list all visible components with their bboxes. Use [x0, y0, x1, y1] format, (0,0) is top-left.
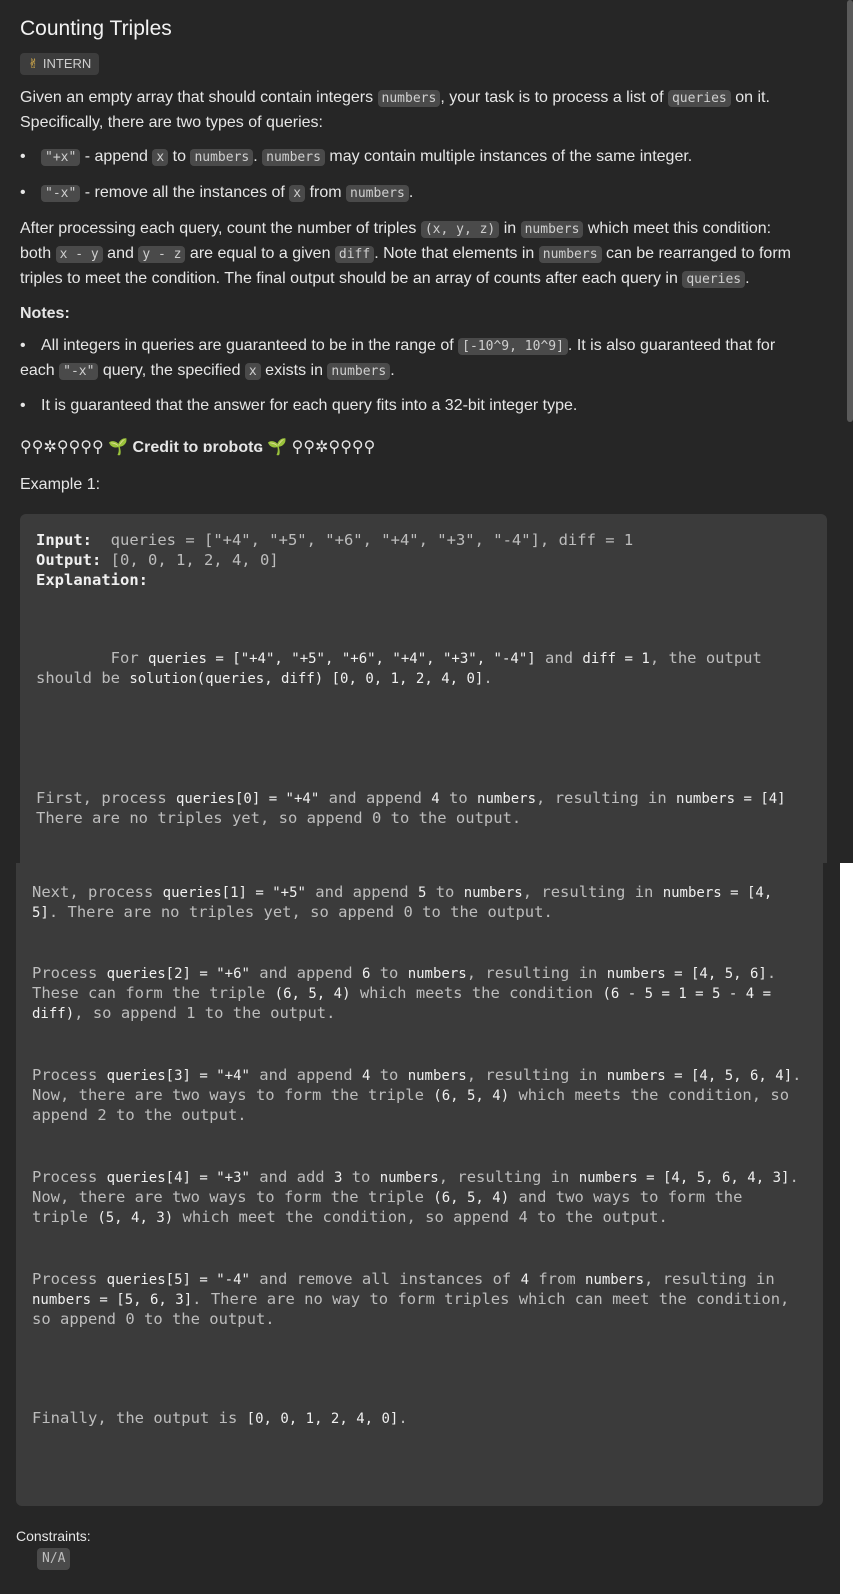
example-box [20, 514, 827, 863]
explanation-text: numbers = [5, 6, 3] [32, 1292, 193, 1308]
explanation-text: which meet the condition, so append 4 to the output. [173, 1208, 668, 1226]
example-box-continued [16, 863, 823, 1506]
explanation-text: numbers [585, 1272, 645, 1288]
difficulty-badge: ✌ INTERN [20, 53, 99, 75]
explanation-text: [0, 0, 1, 2, 4, 0] [246, 1411, 399, 1427]
mushroom-decoration-icon: ⚲⚲✲⚲⚲⚲⚲ [291, 439, 376, 456]
explanation-text: queries = ["+4", "+5", "+6", "+4", "+3", "-4"] [147, 651, 536, 667]
explanation-line [32, 1105, 247, 1125]
explanation-text: to [439, 789, 478, 807]
explanation-text: Process [32, 1066, 107, 1084]
explanation-text: queries[4] = "+3" [106, 1170, 250, 1186]
constraints-value: N/A [37, 1548, 70, 1570]
credit-line: ⚲⚲✲⚲⚲⚲⚲ 🌱 Credit to ɒrobotɢ 🌱 ⚲⚲✲⚲⚲⚲⚲ [20, 439, 376, 456]
explanation-text: (6, 5, 4) [274, 986, 351, 1002]
explanation-text: and append [249, 964, 362, 982]
explanation-text: numbers [407, 966, 467, 982]
explanation-text: 4 [361, 1068, 371, 1084]
explanation-text: , resulting in [536, 789, 677, 807]
explanation-text: append 2 to the output. [32, 1106, 247, 1124]
explanation-text: Process [32, 1168, 107, 1186]
explanation-text: (6 - 5 = 1 = 5 - 4 = [602, 986, 772, 1002]
explanation-text: For [36, 649, 148, 667]
explanation-text: , resulting in [466, 964, 607, 982]
explanation-line [36, 788, 786, 809]
notes-heading: Notes: [20, 305, 70, 322]
explanation-text: Process [32, 1270, 107, 1288]
explanation-text: 3 [333, 1170, 343, 1186]
explanation-text: . [766, 964, 777, 982]
explanation-text: . There are no triples yet, so append 0 to the output. [48, 903, 553, 921]
explanation-text: , resulting in [438, 1168, 579, 1186]
explanation-text: numbers = [4, [662, 885, 773, 901]
explanation-line [32, 1065, 801, 1086]
explanation-text: and add [249, 1168, 334, 1186]
explanation-text: . [483, 669, 493, 687]
explanation-text: queries[2] = "+6" [106, 966, 250, 982]
explanation-text: numbers [463, 885, 523, 901]
bullet-remove: • "-x" - remove all the instances of x from numbers . [20, 184, 414, 201]
explanation-line [36, 668, 493, 689]
page-title: Counting Triples [20, 17, 172, 40]
explanation-text: and two ways to form the [509, 1188, 743, 1206]
explanation-text: to [370, 1066, 408, 1084]
explanation-line [32, 1085, 789, 1106]
condition-paragraph: After processing each query, count the number of triples (x, y, z) in numbers which meet this condition: both x - y and y - z are equal to a given diff . Note that elements in numbers can be rearranged to form triples to meet the condition. The final output should be an array of counts after each query in queries . [20, 220, 791, 287]
explanation-text: numbers [379, 1170, 439, 1186]
explanation-text: Next, process [32, 883, 163, 901]
explanation-text: 6 [361, 966, 371, 982]
explanation-line [32, 1207, 668, 1228]
intro-paragraph: Given an empty array that should contain integers numbers , your task is to process a list of queries on it. Specifically, there are two types of queries: [20, 89, 770, 131]
explanation-text: , the output [649, 649, 762, 667]
explanation-line [32, 1187, 742, 1208]
explanation-text: Finally, the output is [32, 1409, 247, 1427]
note-32bit: • It is guaranteed that the answer for each query fits into a 32-bit integer type. [20, 397, 578, 414]
explanation-text: 5] [32, 905, 49, 921]
explanation-text: (6, 5, 4) [433, 1190, 510, 1206]
scrollbar-thumb[interactable] [847, 0, 853, 422]
explanation-line [32, 1269, 775, 1290]
explanation-text: to [426, 883, 464, 901]
bullet-append: • "+x" - append x to numbers . numbers may contain multiple instances of the same integer. [20, 148, 693, 165]
explanation-line [36, 648, 762, 669]
explanation-text: queries[1] = "+5" [162, 885, 306, 901]
sprout-icon: 🌱 [108, 439, 129, 456]
explanation-text: from [529, 1270, 586, 1288]
explanation-text: and append [305, 883, 418, 901]
explanation-text: Now, there are two ways to form the triple [32, 1188, 434, 1206]
mushroom-decoration-icon: ⚲⚲✲⚲⚲⚲⚲ [20, 439, 104, 456]
explanation-text: diff) [32, 1006, 75, 1022]
explanation-line [32, 902, 553, 923]
explanation-text: solution(queries, diff) [0, 0, 1, 2, 4, 0] [129, 671, 484, 687]
explanation-line [32, 1167, 799, 1188]
explanation-line [32, 882, 772, 903]
explanation-text: These can form the triple [32, 984, 275, 1002]
explanation-line [32, 963, 776, 984]
explanation-text: which meets the condition [350, 984, 603, 1002]
explanation-text: , so append 1 to the output. [74, 1004, 336, 1022]
explanation-text: so append 0 to the output. [32, 1310, 275, 1328]
example-output: Output: [0, 0, 1, 2, 4, 0] [36, 551, 279, 569]
constraints-label: Constraints: [16, 1528, 91, 1544]
example-label: Example 1: [20, 476, 101, 493]
explanation-text: 4 [431, 791, 440, 807]
explanation-line [36, 808, 521, 828]
explanation-text: should be [36, 669, 130, 687]
explanation-text: 4 [520, 1272, 530, 1288]
explanation-text: Now, there are two ways to form the triple [32, 1086, 434, 1104]
explanation-text: . There are no way to form triples which can meet the condition, [192, 1290, 790, 1308]
explanation-line [32, 1003, 335, 1024]
explanation-text: First, process [36, 789, 176, 807]
explanation-text: and append [249, 1066, 362, 1084]
explanation-text: , resulting in [522, 883, 663, 901]
explanation-text: 5 [417, 885, 427, 901]
explanation-text: numbers [407, 1068, 467, 1084]
explanation-text: to [342, 1168, 380, 1186]
explanation-text: to [370, 964, 408, 982]
explanation-text: and append [319, 789, 432, 807]
explanation-text: numbers = [4, 5, 6, 4] [606, 1068, 793, 1084]
explanation-text: Process [32, 964, 107, 982]
example-input: Input: queries = ["+4", "+5", "+6", "+4", "+3", "-4"], diff = 1 [36, 531, 634, 549]
explanation-text: , resulting in [644, 1270, 775, 1288]
explanation-text: . [789, 1168, 799, 1186]
sprout-icon: 🌱 [267, 439, 288, 456]
explanation-text: There are no triples yet, so append 0 to the output. [36, 809, 522, 827]
explanation-text: , resulting in [466, 1066, 607, 1084]
explanation-text: queries[5] = "-4" [106, 1272, 250, 1288]
explanation-text: (6, 5, 4) [433, 1088, 510, 1104]
explanation-label: Explanation: [36, 571, 148, 589]
explanation-text: . [792, 1066, 802, 1084]
explanation-line [32, 1408, 408, 1429]
explanation-text: which meets the condition, so [509, 1086, 790, 1104]
explanation-line [32, 983, 771, 1004]
explanation-text: queries[3] = "+4" [106, 1068, 250, 1084]
explanation-line [32, 1289, 789, 1310]
note-range: • All integers in queries are guaranteed to be in the range of [-10^9, 10^9] . It is also guaranteed that for each "-x" query, the specified x exists in numbers . [20, 337, 776, 379]
explanation-text: (5, 4, 3) [97, 1210, 174, 1226]
explanation-text: diff = 1 [582, 651, 650, 667]
explanation-line [32, 1309, 275, 1329]
explanation-text: triple [32, 1208, 98, 1226]
page-edge [840, 863, 853, 1594]
explanation-text: queries[0] = "+4" [175, 791, 320, 807]
explanation-text: and [535, 649, 583, 667]
explanation-text: and remove all instances of [249, 1270, 521, 1288]
explanation-text: numbers = [4, 5, 6] [606, 966, 767, 982]
rock-hand-icon: ✌ [28, 56, 39, 71]
explanation-text: . [398, 1409, 408, 1427]
explanation-text: numbers = [4] [676, 791, 786, 807]
explanation-text: numbers = [4, 5, 6, 4, 3] [578, 1170, 790, 1186]
explanation-text: numbers [477, 791, 537, 807]
